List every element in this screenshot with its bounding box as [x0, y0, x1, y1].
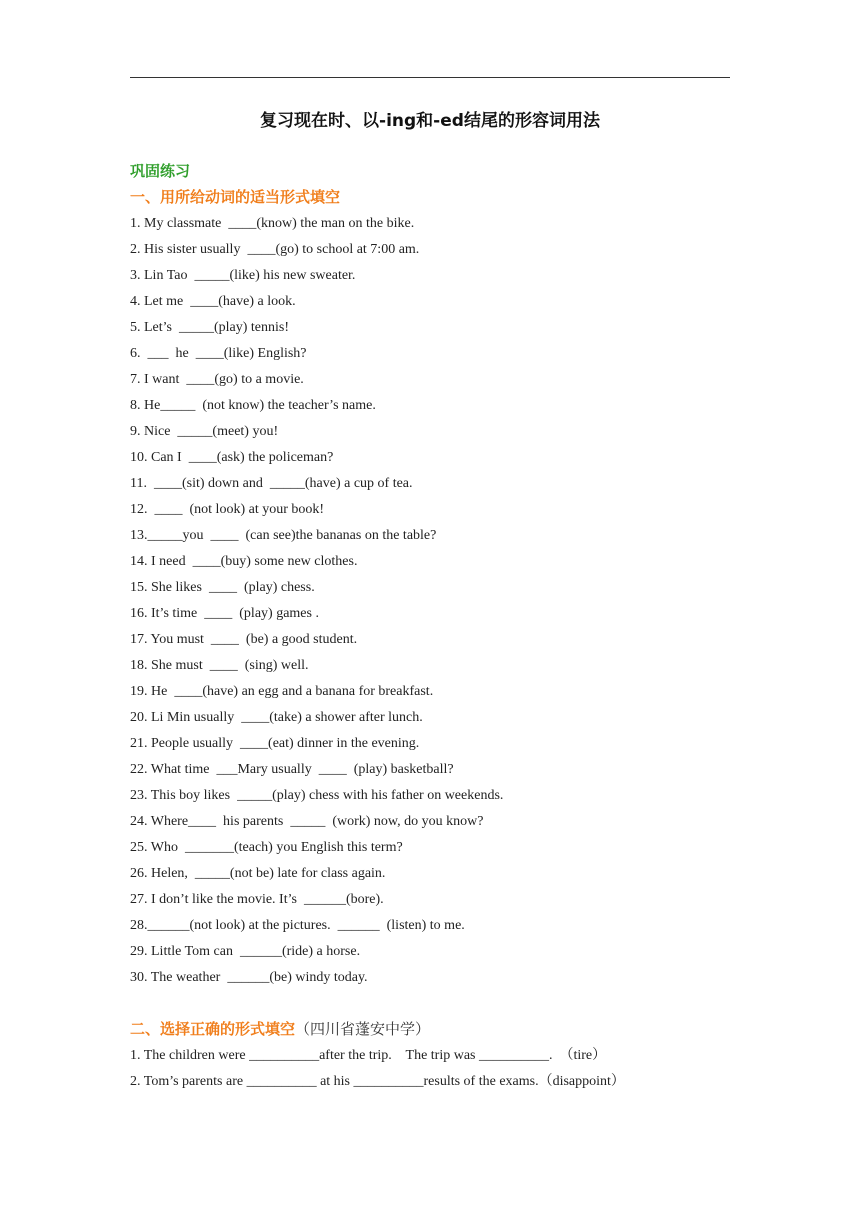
question-item: 24. Where____ his parents _____ (work) now, do you know? — [130, 814, 484, 829]
part1-question-list — [130, 214, 750, 994]
question-item: 28.______(not look) at the pictures. ______ (listen) to me. — [130, 918, 465, 933]
part2-heading-note: （四川省蓬安中学） — [295, 1020, 431, 1038]
question-item: 12. ____ (not look) at your book! — [130, 502, 325, 517]
part2-heading-main: 二、选择正确的形式填空 — [130, 1020, 296, 1038]
question-item: 25. Who _______(teach) you English this term? — [130, 840, 403, 855]
question-item: 2. His sister usually ____(go) to school at 7:00 am. — [130, 242, 420, 257]
question-item: 26. Helen, _____(not be) late for class again. — [130, 866, 386, 881]
page-title: 复习现在时、以-ing和-ed结尾的形容词用法 — [260, 111, 600, 131]
question-item: 5. Let’s _____(play) tennis! — [130, 320, 290, 335]
question-item: 30. The weather ______(be) windy today. — [130, 970, 368, 985]
question-item: 3. Lin Tao _____(like) his new sweater. — [130, 268, 356, 283]
question-item: 1. The children were __________after the trip. The trip was __________. （tire） — [130, 1048, 607, 1063]
question-item: 4. Let me ____(have) a look. — [130, 294, 296, 309]
header-rule — [130, 77, 730, 78]
question-item: 21. People usually ____(eat) dinner in the evening. — [130, 736, 420, 751]
question-item: 10. Can I ____(ask) the policeman? — [130, 450, 334, 465]
question-item: 27. I don’t like the movie. It’s ______(bore). — [130, 892, 384, 907]
question-item: 17. You must ____ (be) a good student. — [130, 632, 358, 647]
question-item: 13._____you ____ (can see)the bananas on the table? — [130, 528, 437, 543]
question-item: 7. I want ____(go) to a movie. — [130, 372, 304, 387]
section-label: 巩固练习 — [130, 162, 191, 180]
question-item: 1. My classmate ____(know) the man on the bike. — [130, 216, 415, 231]
part2-question-list — [130, 1046, 750, 1098]
question-item: 19. He ____(have) an egg and a banana for breakfast. — [130, 684, 434, 699]
question-item: 29. Little Tom can ______(ride) a horse. — [130, 944, 361, 959]
question-item: 6. ___ he ____(like) English? — [130, 346, 307, 361]
question-item: 9. Nice _____(meet) you! — [130, 424, 279, 439]
question-item: 23. This boy likes _____(play) chess with his father on weekends. — [130, 788, 504, 803]
part2-heading — [130, 1018, 430, 1039]
question-item: 15. She likes ____ (play) chess. — [130, 580, 315, 595]
question-item: 11. ____(sit) down and _____(have) a cup of tea. — [130, 476, 413, 491]
question-item: 18. She must ____ (sing) well. — [130, 658, 309, 673]
question-item: 20. Li Min usually ____(take) a shower after lunch. — [130, 710, 423, 725]
part1-heading: 一、用所给动词的适当形式填空 — [130, 188, 341, 206]
question-item: 22. What time ___Mary usually ____ (play) basketball? — [130, 762, 454, 777]
question-item: 14. I need ____(buy) some new clothes. — [130, 554, 358, 569]
question-item: 16. It’s time ____ (play) games . — [130, 606, 319, 621]
question-item: 8. He_____ (not know) the teacher’s name. — [130, 398, 376, 413]
question-item: 2. Tom’s parents are __________ at his __________results of the exams.（disappoint） — [130, 1074, 625, 1089]
